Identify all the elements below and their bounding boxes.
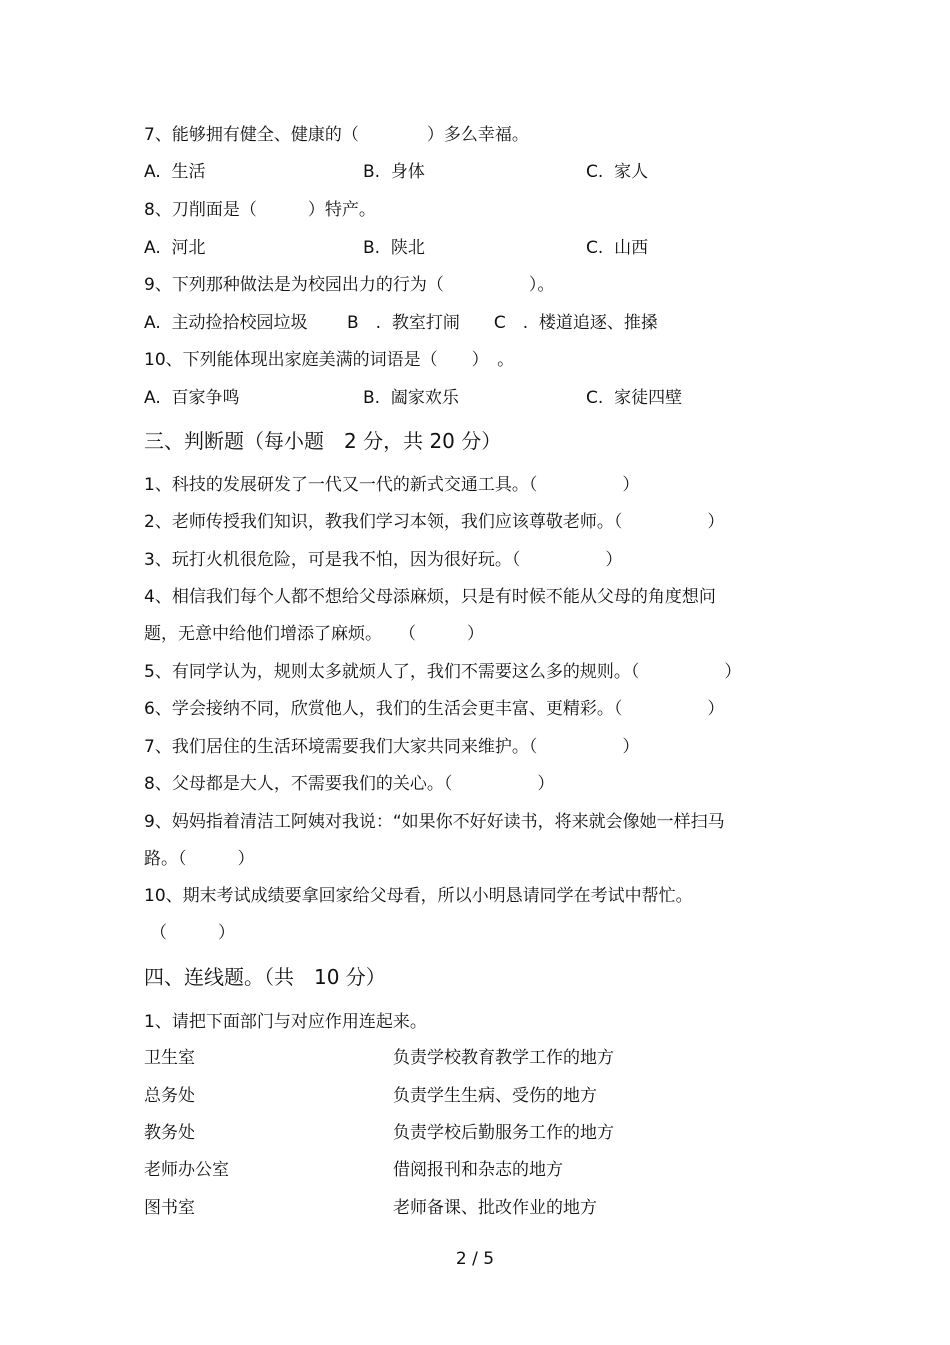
department-item: 卫生室: [144, 1048, 195, 1068]
judge-item: 7、我们居住的生活环境需要我们大家共同来维护。（ ）: [144, 737, 640, 757]
question-10-stem: 10、下列能体现出家庭美满的词语是（ ） 。: [144, 350, 515, 370]
judge-item: （ ）: [150, 923, 235, 943]
question-10-option-b: B. 阖家欢乐: [363, 388, 459, 408]
question-10-option-a: A. 百家争鸣: [144, 388, 240, 408]
section-3-heading: 三、判断题（每小题 2 分，共 20 分）: [144, 429, 502, 453]
judge-item: 2、老师传授我们知识，教我们学习本领，我们应该尊敬老师。（ ）: [144, 512, 725, 532]
page-number: 2 / 5: [455, 1249, 495, 1269]
question-7-option-a: A. 生活: [144, 162, 206, 182]
judge-item: 9、妈妈指着清洁工阿姨对我说：“如果你不好好读书，将来就会像她一样扫马: [144, 812, 725, 832]
function-item: 借阅报刊和杂志的地方: [393, 1160, 563, 1180]
question-9-stem: 9、下列那种做法是为校园出力的行为（ ）。: [144, 275, 555, 295]
function-item: 负责学校教育教学工作的地方: [393, 1048, 614, 1068]
judge-item: 8、父母都是大人，不需要我们的关心。（ ）: [144, 774, 555, 794]
function-item: 老师备课、批改作业的地方: [393, 1198, 597, 1218]
department-item: 老师办公室: [144, 1160, 229, 1180]
question-7-stem: 7、能够拥有健全、健康的（ ）多么幸福。: [144, 125, 529, 145]
question-9-options: A. 主动捡拾校园垃圾 B . 教室打闹 C . 楼道追逐、推搡: [144, 313, 658, 333]
question-7-option-c: C. 家人: [586, 162, 649, 182]
judge-item: 3、玩打火机很危险，可是我不怕，因为很好玩。（ ）: [144, 550, 623, 570]
department-item: 图书室: [144, 1198, 195, 1218]
judge-item: 6、学会接纳不同，欣赏他人，我们的生活会更丰富、更精彩。（ ）: [144, 699, 725, 719]
function-item: 负责学校后勤服务工作的地方: [393, 1123, 614, 1143]
question-8-option-c: C. 山西: [586, 238, 649, 258]
department-item: 总务处: [144, 1086, 195, 1106]
section-4-heading: 四、连线题。（共 10 分）: [144, 965, 386, 989]
question-7-option-b: B. 身体: [363, 162, 425, 182]
question-8-option-b: B. 陕北: [363, 238, 425, 258]
judge-item: 题，无意中给他们增添了麻烦。 （ ）: [144, 624, 484, 644]
judge-item: 4、相信我们每个人都不想给父母添麻烦，只是有时候不能从父母的角度想问: [144, 587, 716, 607]
judge-item: 1、科技的发展研发了一代又一代的新式交通工具。（ ）: [144, 475, 640, 495]
judge-item: 10、期末考试成绩要拿回家给父母看，所以小明恳请同学在考试中帮忙。: [144, 886, 693, 906]
question-8-stem: 8、刀削面是（ ）特产。: [144, 200, 376, 220]
judge-item: 5、有同学认为，规则太多就烦人了，我们不需要这么多的规则。（ ）: [144, 662, 742, 682]
function-item: 负责学生生病、受伤的地方: [393, 1086, 597, 1106]
question-8-option-a: A. 河北: [144, 238, 206, 258]
matching-instruction: 1、请把下面部门与对应作用连起来。: [144, 1012, 427, 1032]
department-item: 教务处: [144, 1123, 195, 1143]
question-10-option-c: C. 家徒四壁: [586, 388, 683, 408]
judge-item: 路。（ ）: [144, 849, 255, 869]
